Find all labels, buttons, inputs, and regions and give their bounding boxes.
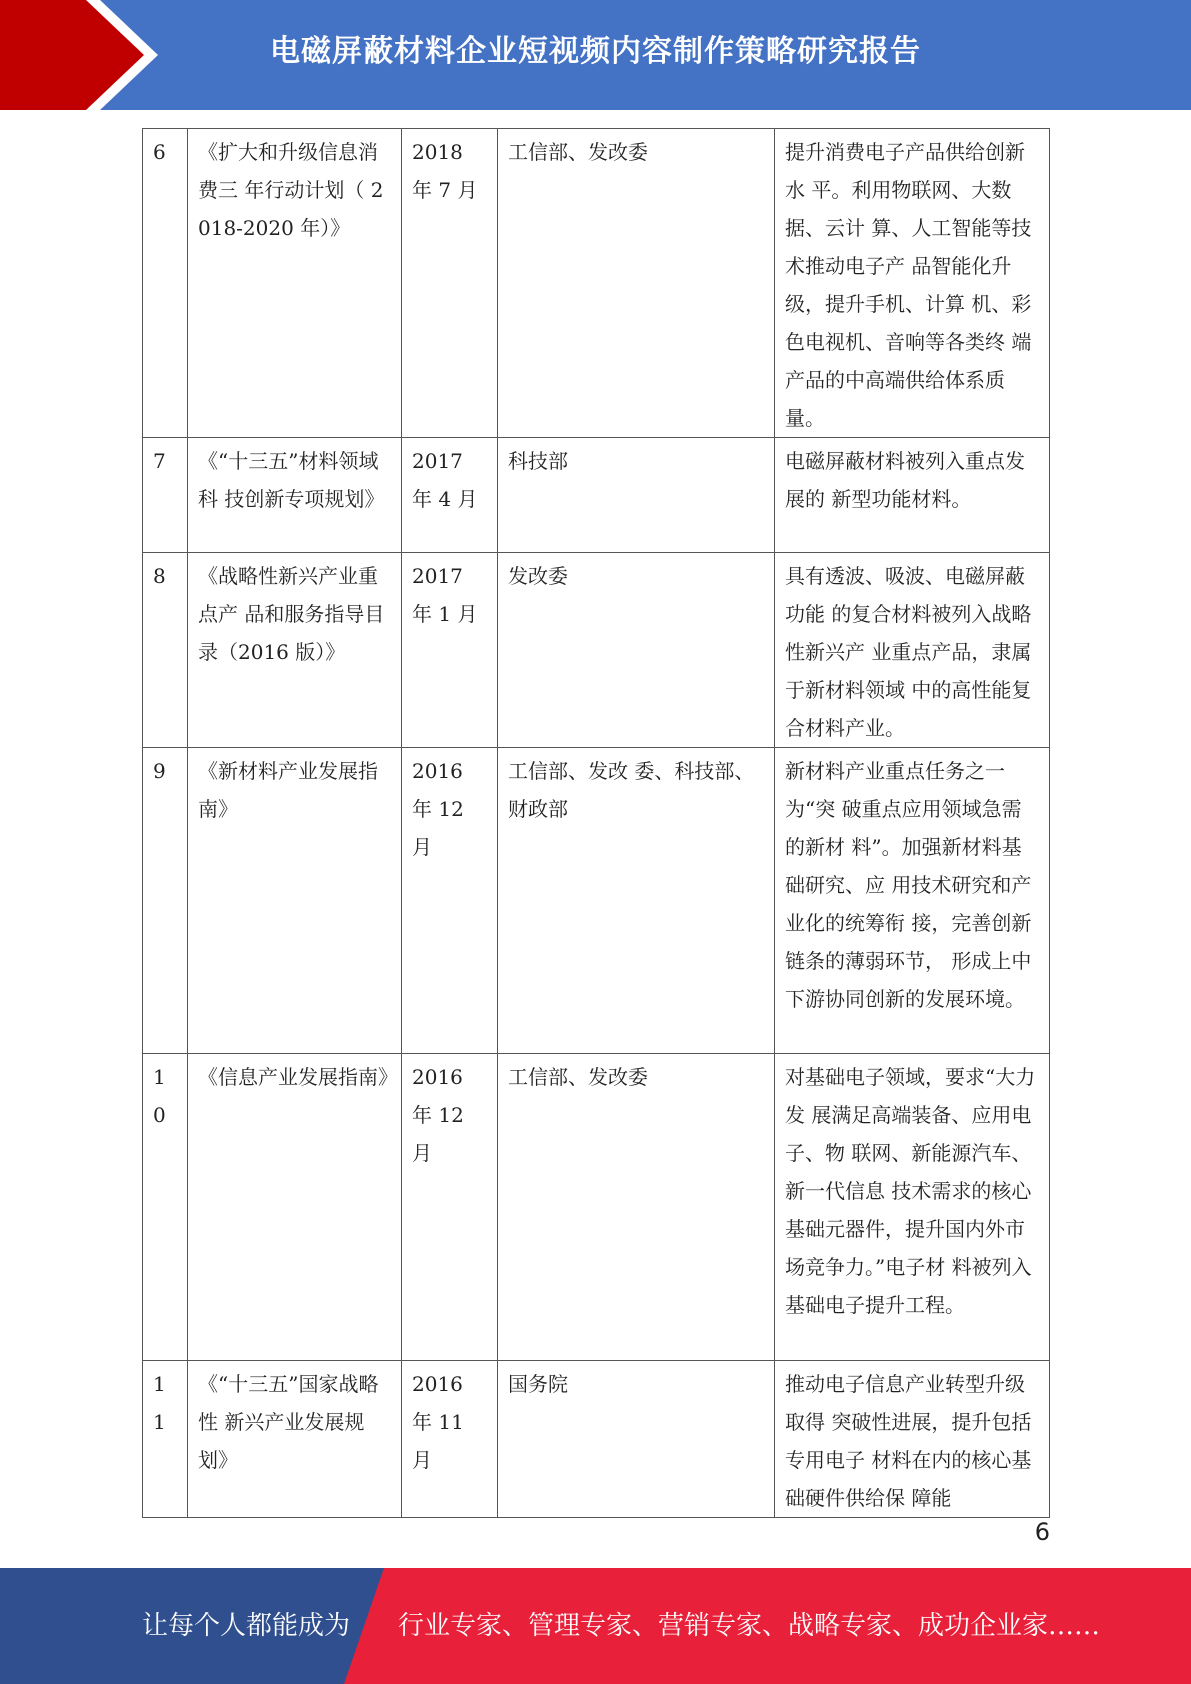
policy-name: 《战略性新兴产业重点产 品和服务指导目录（2016 版）》	[188, 553, 402, 748]
issuing-department: 工信部、发改委	[498, 129, 775, 438]
policy-name: 《“十三五”材料领域科 技创新专项规划》	[188, 438, 402, 553]
page-footer	[0, 1568, 1191, 1684]
page-number: 6	[1034, 1518, 1050, 1546]
report-title: 电磁屏蔽材料企业短视频内容制作策略研究报告	[270, 34, 921, 69]
footer-slogan-left: 让每个人都能成为	[142, 1611, 351, 1641]
table-row	[143, 1054, 1050, 1361]
table-row	[143, 438, 1050, 553]
footer-slogan-right: 行业专家、管理专家、营销专家、战略专家、成功企业家……	[398, 1611, 1101, 1641]
issuing-department: 科技部	[498, 438, 775, 553]
row-number: 9	[143, 748, 188, 1054]
policy-date: 2017 年 1 月	[402, 553, 498, 748]
table-row	[143, 748, 1050, 1054]
page-header	[0, 0, 1191, 110]
policy-table	[142, 128, 1050, 1518]
policy-content: 具有透波、吸波、电磁屏蔽功能 的复合材料被列入战略性新兴产 业重点产品，隶属于新材料领域 中的高性能复合材料产业。	[775, 553, 1050, 748]
row-number: 7	[143, 438, 188, 553]
issuing-department: 国务院	[498, 1361, 775, 1518]
policy-content: 推动电子信息产业转型升级取得 突破性进展，提升包括专用电子 材料在内的核心基础硬件供给保 障能	[775, 1361, 1050, 1518]
table-row	[143, 553, 1050, 748]
policy-content: 新材料产业重点任务之一为“突 破重点应用领域急需的新材 料”。加强新材料基础研究、应 用技术研究和产业化的统筹衔 接，完善创新链条的薄弱环节， 形成上中下游协同创新的发展环境。	[775, 748, 1050, 1054]
policy-date: 2016 年 11 月	[402, 1361, 498, 1518]
policy-date: 2016 年 12 月	[402, 1054, 498, 1361]
row-number: 11	[143, 1361, 188, 1518]
table-row	[143, 1361, 1050, 1518]
issuing-department: 工信部、发改 委、科技部、 财政部	[498, 748, 775, 1054]
issuing-department: 工信部、发改委	[498, 1054, 775, 1361]
row-number: 8	[143, 553, 188, 748]
policy-date: 2016 年 12 月	[402, 748, 498, 1054]
policy-content: 电磁屏蔽材料被列入重点发展的 新型功能材料。	[775, 438, 1050, 553]
header-red-chevron	[0, 0, 160, 110]
policy-name: 《扩大和升级信息消费三 年行动计划（ 2018-2020 年）》	[188, 129, 402, 438]
row-number: 10	[143, 1054, 188, 1361]
policy-name: 《信息产业发展指南》	[188, 1054, 402, 1361]
row-number: 6	[143, 129, 188, 438]
policy-table-wrapper	[142, 128, 1050, 1518]
policy-content: 提升消费电子产品供给创新水 平。利用物联网、大数据、云计 算、人工智能等技术推动电子产 品智能化升级，提升手机、计算 机、彩色电视机、音响等各类终 端产品的中高端供给体系质量。	[775, 129, 1050, 438]
table-row	[143, 129, 1050, 438]
policy-content: 对基础电子领域，要求“大力发 展满足高端装备、应用电子、物 联网、新能源汽车、新一代信息 技术需求的核心基础元器件，提升国内外市场竞争力。”电子材 料被列入基础电子提升工程。	[775, 1054, 1050, 1361]
policy-name: 《新材料产业发展指南》	[188, 748, 402, 1054]
policy-date: 2017 年 4 月	[402, 438, 498, 553]
policy-date: 2018 年 7 月	[402, 129, 498, 438]
issuing-department: 发改委	[498, 553, 775, 748]
policy-name: 《“十三五”国家战略性 新兴产业发展规划》	[188, 1361, 402, 1518]
